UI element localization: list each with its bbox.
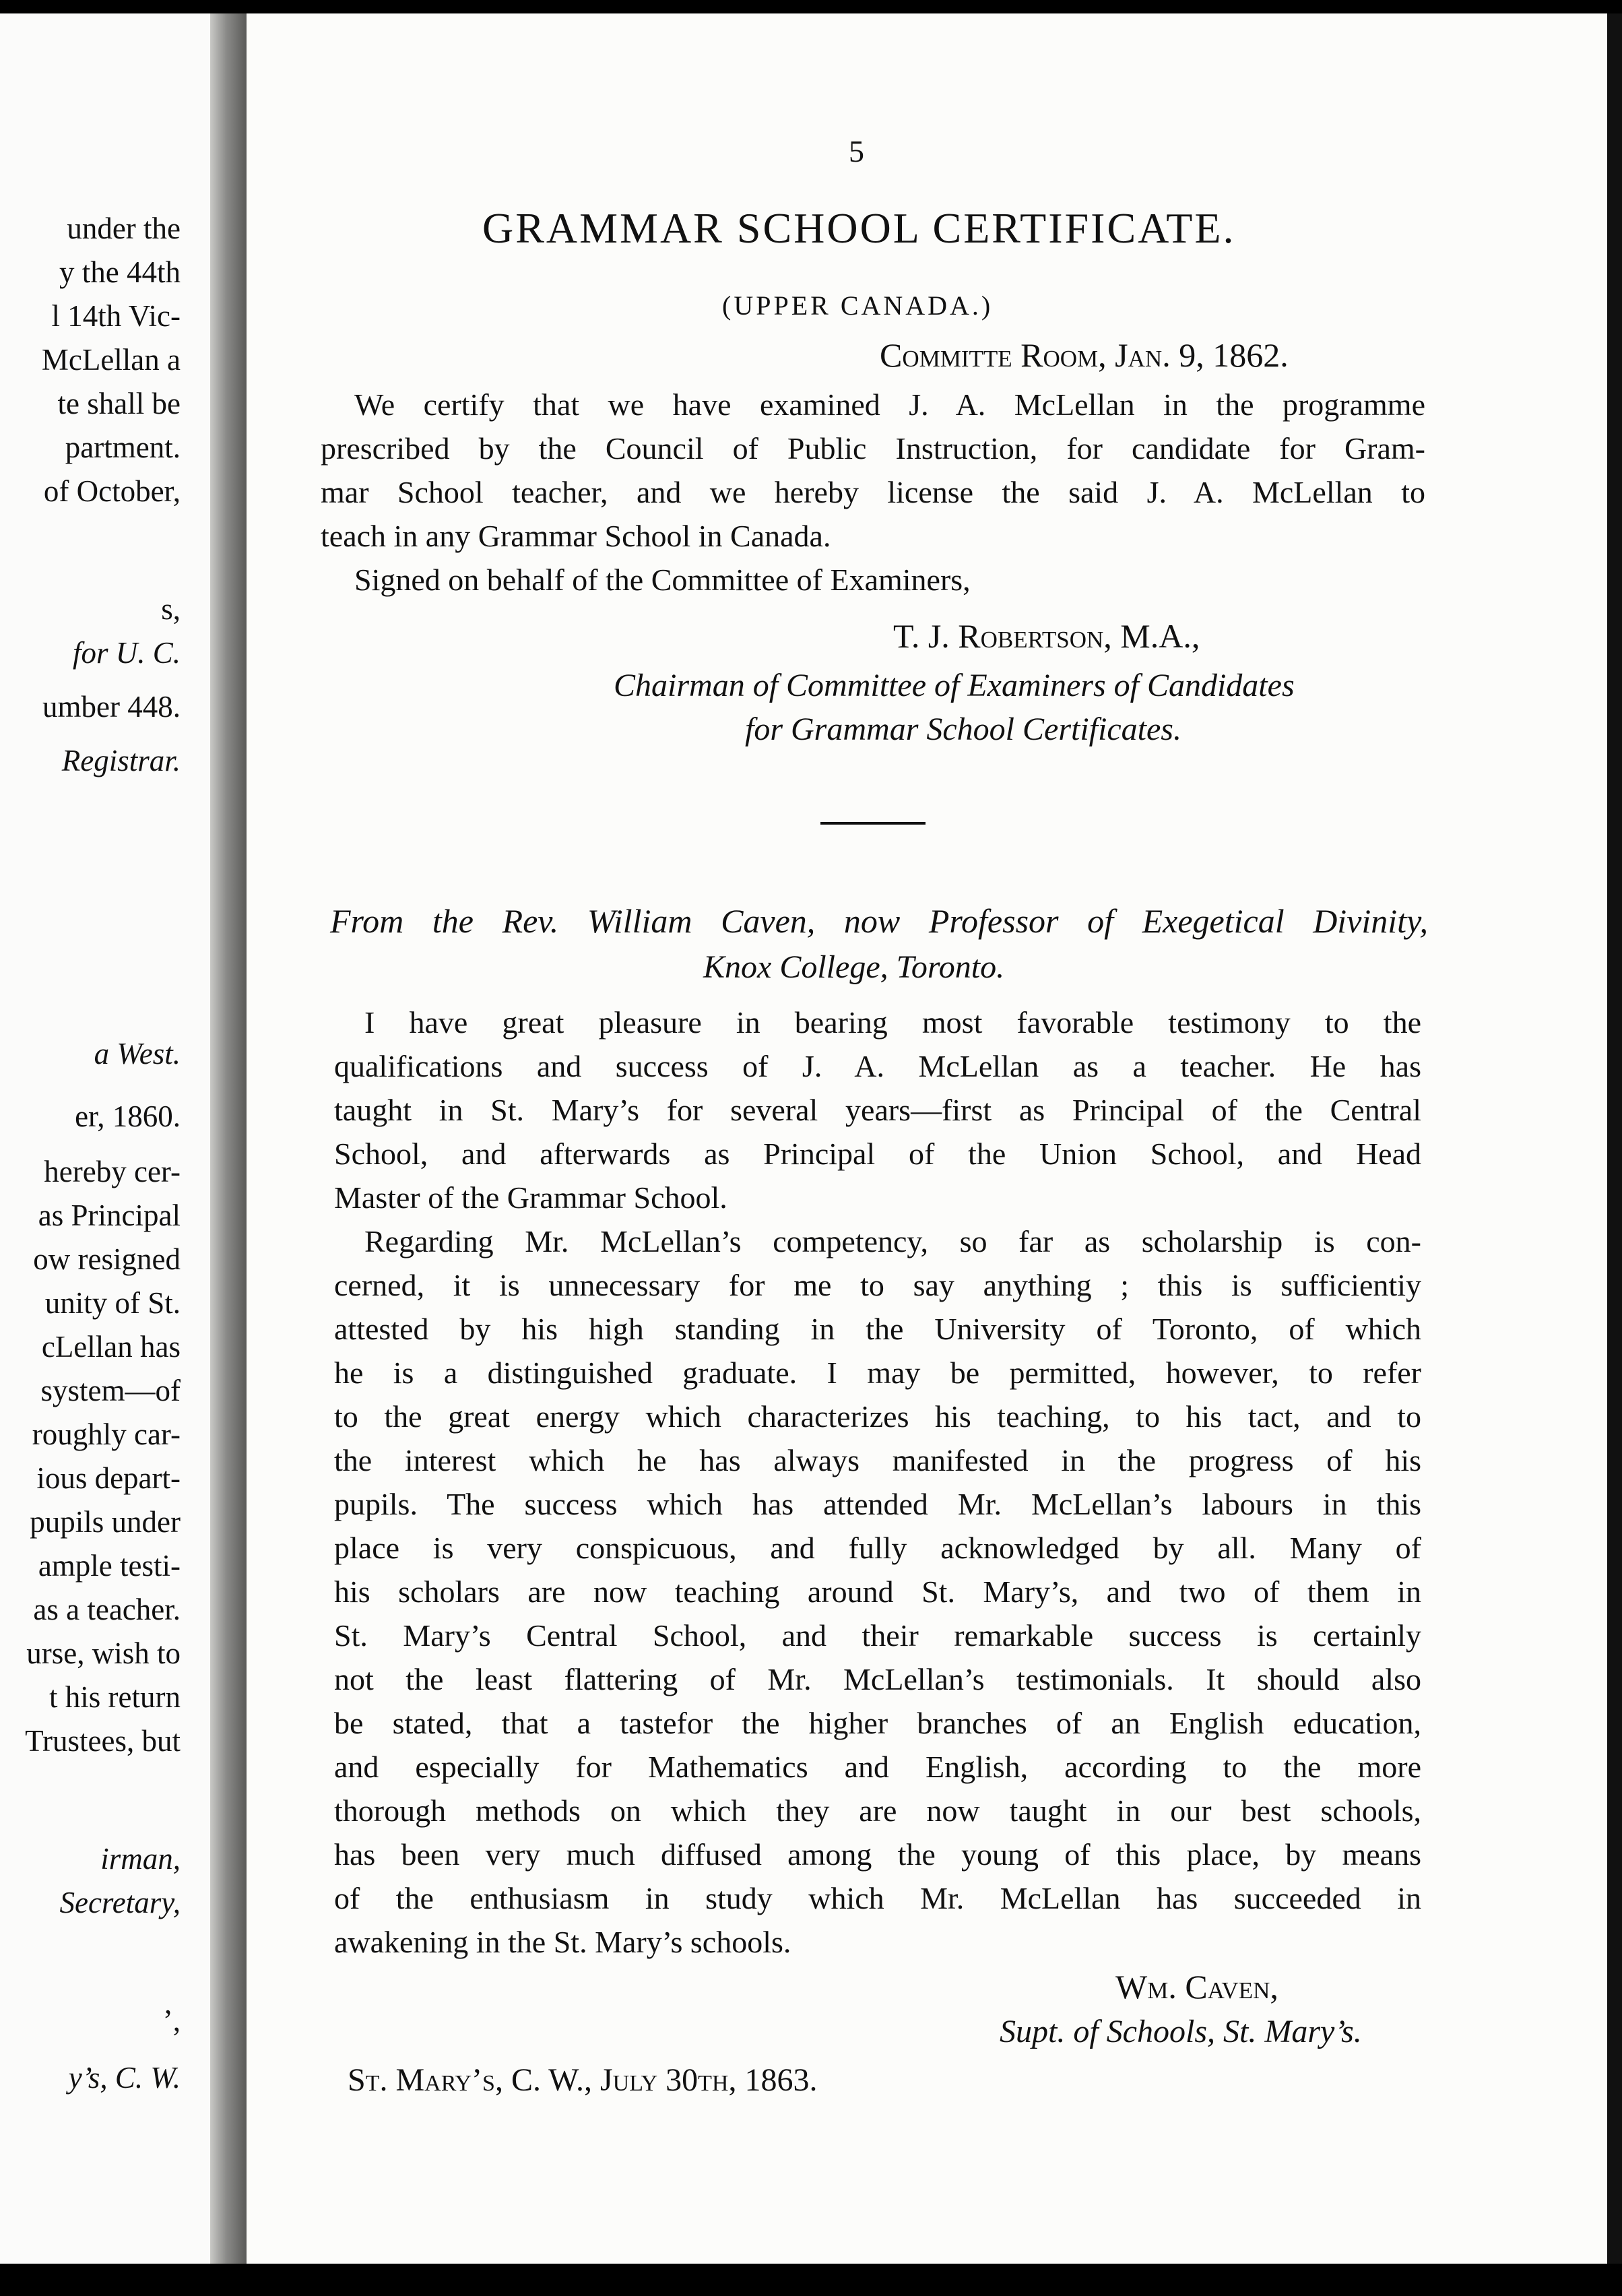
left-text-line: umber 448. (42, 690, 181, 724)
testimonial-line: Regarding Mr. McLellan’s competency, so far as scholarship is con- (364, 1224, 1421, 1258)
left-text-line: ious depart- (36, 1461, 181, 1495)
testimonial-line: his scholars are now teaching around St. Mary’s, and two of them in (334, 1574, 1421, 1609)
left-text-line: l 14th Vic- (51, 299, 181, 333)
left-text-line: irman, (100, 1842, 181, 1876)
certificate-line: prescribed by the Council of Public Instruction, for candidate for Gram- (321, 431, 1425, 466)
signatory-title-line: Chairman of Committee of Examiners of Candidates (614, 668, 1295, 703)
certificate-dateline: Committe Room, Jan. 9, 1862. (880, 336, 1289, 374)
left-text-line: roughly car- (32, 1417, 181, 1451)
testimonial-line: qualifications and success of J. A. McLellan as a teacher. He has (334, 1049, 1421, 1083)
left-text-line: as a teacher. (33, 1593, 181, 1626)
left-page-fragment (0, 13, 210, 2264)
left-text-line: Trustees, but (25, 1724, 181, 1758)
right-page-edge (1607, 13, 1622, 2264)
testimonial-line: St. Mary’s Central School, and their remarkable success is certainly (334, 1618, 1421, 1653)
testimonial-paragraph-1 (334, 1000, 1421, 1219)
left-text-line: pupils under (30, 1505, 181, 1539)
testimonial-line: of the enthusiasm in study which Mr. McLellan has succeeded in (334, 1881, 1421, 1915)
left-text-line: McLellan a (41, 343, 181, 377)
left-text-line: unity of St. (44, 1286, 181, 1320)
testimonial-heading: Knox College, Toronto. (703, 949, 1005, 985)
testimonial-line: I have great pleasure in bearing most favorable testimony to the (364, 1005, 1421, 1040)
left-text-line: ample testi- (38, 1549, 181, 1583)
page-number: 5 (849, 134, 864, 168)
testimonial-line: the interest which he has always manifested in the progress of his (334, 1443, 1421, 1477)
left-text-line: y the 44th (59, 255, 181, 289)
testimonial-line: cerned, it is unnecessary for me to say anything ; this is sufficientiy (334, 1268, 1421, 1302)
left-text-line: y’s, C. W. (68, 2061, 181, 2095)
signatory-title-line: for Grammar School Certificates. (745, 711, 1181, 747)
left-text-line: Registrar. (61, 744, 181, 777)
testimonial-line: and especially for Mathematics and English, according to the more (334, 1750, 1421, 1784)
testimonial-signature-title: Supt. of Schools, St. Mary’s. (1000, 2014, 1362, 2049)
certificate-signed-line: Signed on behalf of the Committee of Examiners, (354, 563, 971, 597)
left-text-line: ’, (162, 2004, 181, 2037)
testimonial-line: thorough methods on which they are now taught in our best schools, (334, 1793, 1421, 1828)
left-text-line: of October, (43, 474, 181, 508)
testimonial-paragraph-2 (334, 1219, 1421, 1964)
testimonial-line: taught in St. Mary’s for several years—first as Principal of the Central (334, 1093, 1421, 1127)
testimonial-line: to the great energy which characterizes his teaching, to his tact, and to (334, 1399, 1421, 1434)
left-text-line: partment. (65, 430, 181, 464)
left-text-line: system—of (40, 1374, 181, 1407)
testimonial-line: attested by his high standing in the University of Toronto, of which (334, 1312, 1421, 1346)
testimonial-line: has been very much diffused among the young of this place, by means (334, 1837, 1421, 1872)
left-text-line: ow resigned (33, 1242, 181, 1276)
testimonial-line: not the least flattering of Mr. McLellan’s testimonials. It should also (334, 1662, 1421, 1696)
signatory-name: T. J. Robertson, M.A., (893, 617, 1200, 655)
testimonial-line: awakening in the St. Mary’s schools. (334, 1925, 791, 1959)
certificate-line: teach in any Grammar School in Canada. (321, 519, 831, 553)
certificate-line: We certify that we have examined J. A. McLellan in the programme (354, 387, 1425, 422)
testimonial-line: he is a distinguished graduate. I may be permitted, however, to refer (334, 1356, 1421, 1390)
testimonial-heading: From the Rev. William Caven, now Professor of Exegetical Divinity, (330, 902, 1428, 940)
book-gutter (210, 13, 247, 2264)
left-text-line: cLellan has (41, 1330, 181, 1364)
left-text-line: Secretary, (59, 1886, 181, 1919)
left-text-line: under the (67, 212, 181, 245)
left-text-line: urse, wish to (26, 1636, 181, 1670)
section-divider (820, 822, 926, 825)
testimonial-line: be stated, that a tastefor the higher branches of an English education, (334, 1706, 1421, 1740)
testimonial-line: place is very conspicuous, and fully acknowledged by all. Many of (334, 1531, 1421, 1565)
left-text-line: er, 1860. (75, 1099, 181, 1133)
left-text-line: a West. (94, 1037, 181, 1071)
certificate-body (321, 383, 1425, 602)
certificate-title: GRAMMAR SCHOOL CERTIFICATE. (482, 204, 1236, 252)
left-text-line: as Principal (38, 1199, 181, 1232)
right-page (247, 13, 1607, 2264)
left-text-line: s, (161, 592, 181, 626)
left-text-line: hereby cer- (44, 1155, 181, 1188)
certificate-line: mar School teacher, and we hereby license the said J. A. McLellan to (321, 475, 1425, 509)
testimonial-line: Master of the Grammar School. (334, 1180, 727, 1215)
left-text-line: t his return (49, 1680, 181, 1714)
testimonial-line: pupils. The success which has attended Mr. McLellan’s labours in this (334, 1487, 1421, 1521)
testimonial-place-date: St. Mary’s, C. W., July 30th, 1863. (348, 2062, 818, 2098)
left-text-line: te shall be (57, 387, 181, 420)
certificate-signatory (893, 616, 1200, 656)
certificate-subtitle: (UPPER CANADA.) (722, 290, 994, 321)
left-text-line: for U. C. (72, 636, 181, 670)
testimonial-line: School, and afterwards as Principal of the Union School, and Head (334, 1137, 1421, 1171)
testimonial-signature-name: Wm. Caven, (1115, 1968, 1278, 2006)
